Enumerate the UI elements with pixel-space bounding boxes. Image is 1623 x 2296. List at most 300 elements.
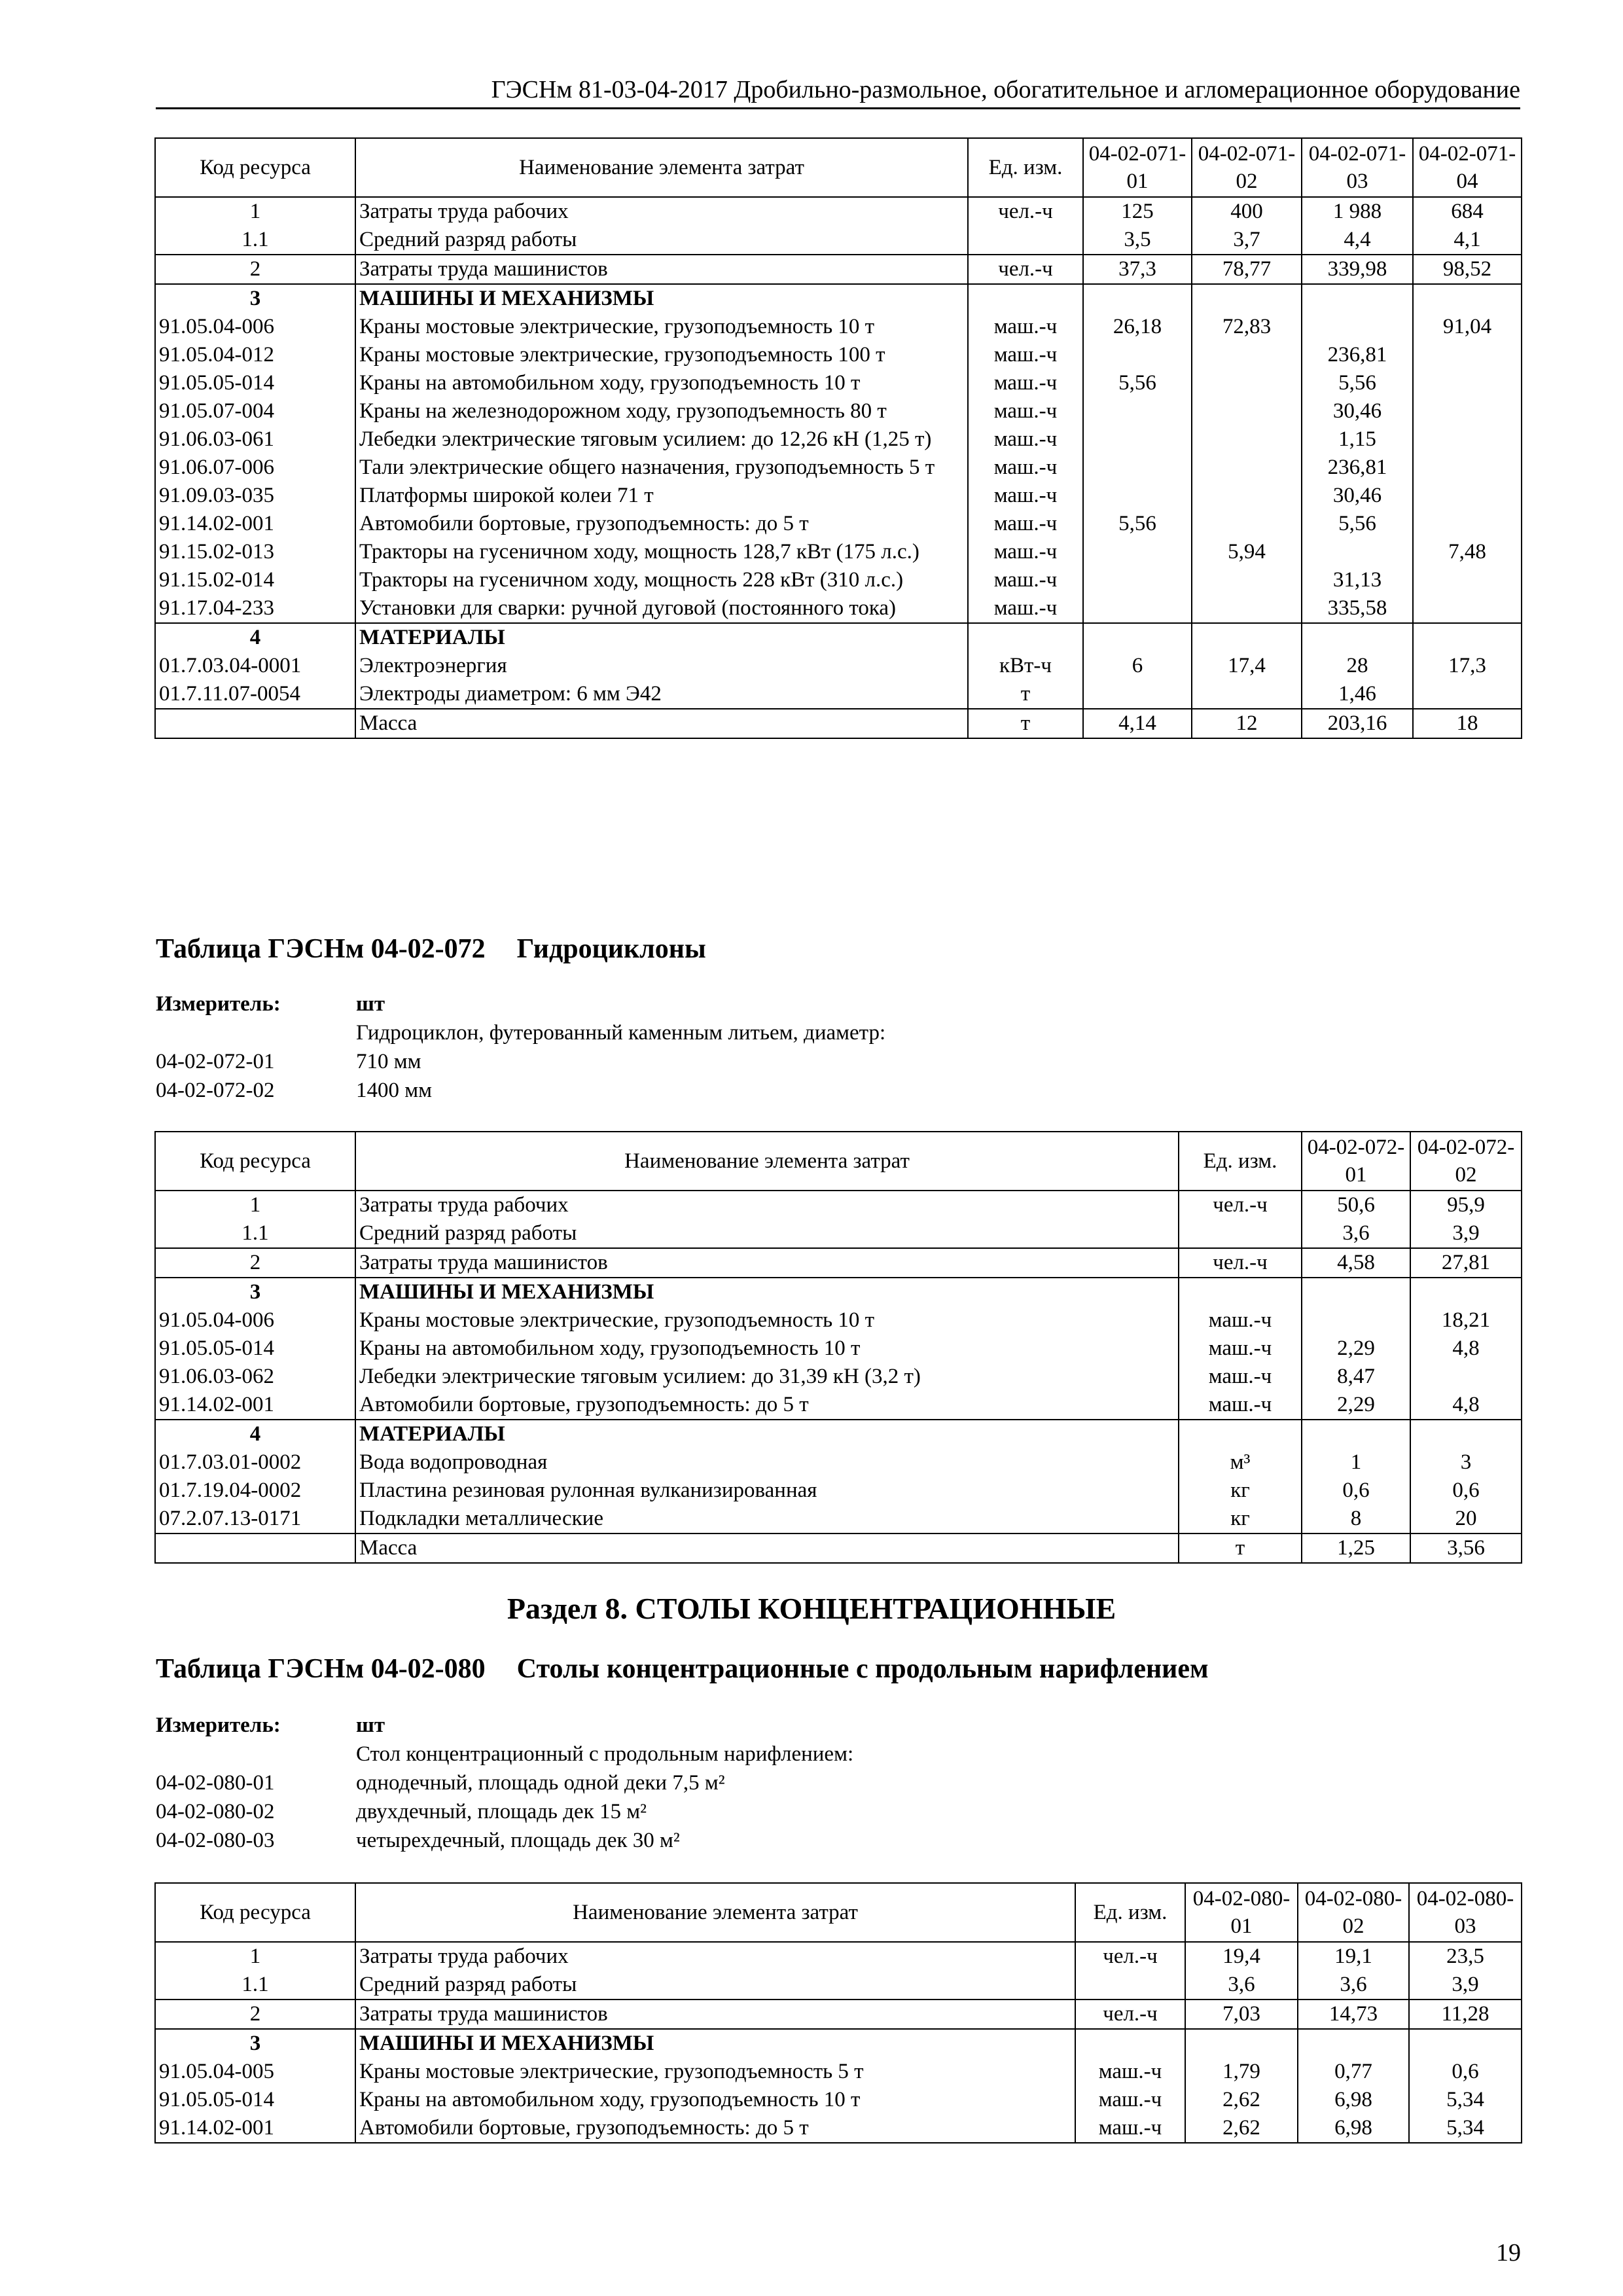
table-row <box>155 454 1522 482</box>
unit-cell: т <box>968 709 1083 738</box>
table-row <box>155 1971 1522 2000</box>
value-cell <box>1083 566 1192 594</box>
value-cell: 18,21 <box>1410 1306 1522 1335</box>
table-row <box>155 2029 1522 2058</box>
value-cell: 4,4 <box>1302 226 1413 255</box>
cost-element-name: Средний разряд работы <box>355 226 968 255</box>
resource-code: 91.06.03-062 <box>155 1363 355 1391</box>
cost-element-name: Автомобили бортовые, грузоподъемность: до 5 т <box>355 1391 1179 1420</box>
resource-code: 91.15.02-013 <box>155 538 355 566</box>
value-cell: 27,81 <box>1410 1248 1522 1278</box>
cost-element-name: Подкладки металлические <box>355 1505 1179 1534</box>
value-cell: 8 <box>1302 1505 1410 1534</box>
table-row <box>155 1363 1522 1391</box>
resource-code: 91.05.04-005 <box>155 2058 355 2086</box>
table-title-072 <box>156 931 706 967</box>
value-cell <box>1083 341 1192 369</box>
measure-block-080 <box>156 1711 1203 1855</box>
unit-cell: маш.-ч <box>1075 2058 1185 2086</box>
value-cell: 5,94 <box>1192 538 1302 566</box>
value-cell: 236,81 <box>1302 454 1413 482</box>
value-cell: 1,25 <box>1302 1534 1410 1563</box>
value-cell <box>1409 2029 1522 2058</box>
value-cell: 3,6 <box>1302 1219 1410 1248</box>
value-cell: 400 <box>1192 197 1302 226</box>
unit-cell <box>968 623 1083 652</box>
unit-cell: маш.-ч <box>968 425 1083 454</box>
table-row <box>155 341 1522 369</box>
table-code: Таблица ГЭСНм 04-02-072 <box>156 934 486 964</box>
resource-code: 07.2.07.13-0171 <box>155 1505 355 1534</box>
cost-element-name: Платформы широкой колеи 71 т <box>355 482 968 510</box>
value-cell <box>1410 1278 1522 1306</box>
value-cell: 0,6 <box>1410 1477 1522 1505</box>
value-cell: 20 <box>1410 1505 1522 1534</box>
cost-element-name: МАТЕРИАЛЫ <box>355 1420 1179 1448</box>
table-row <box>155 709 1522 738</box>
value-cell: 684 <box>1413 197 1522 226</box>
table-row <box>155 1448 1522 1477</box>
value-cell <box>1192 397 1302 425</box>
resource-code: 3 <box>155 1278 355 1306</box>
value-cell <box>1413 284 1522 313</box>
unit-cell: маш.-ч <box>968 482 1083 510</box>
value-cell: 6,98 <box>1298 2114 1409 2143</box>
value-cell: 91,04 <box>1413 313 1522 341</box>
cost-element-name: Затраты труда рабочих <box>355 197 968 226</box>
unit-cell: маш.-ч <box>1179 1335 1302 1363</box>
unit-cell: маш.-ч <box>1179 1306 1302 1335</box>
cost-element-name: Затраты труда машинистов <box>355 1248 1179 1278</box>
value-cell <box>1185 2029 1298 2058</box>
value-cell: 95,9 <box>1410 1191 1522 1219</box>
unit-cell: маш.-ч <box>968 454 1083 482</box>
value-cell: 125 <box>1083 197 1192 226</box>
cost-element-name: Установки для сварки: ручной дуговой (постоянного тока) <box>355 594 968 623</box>
col-header: Код ресурса <box>155 1132 355 1191</box>
table-code: Таблица ГЭСНм 04-02-080 <box>156 1654 486 1684</box>
value-cell: 6 <box>1083 652 1192 680</box>
cost-element-name: Автомобили бортовые, грузоподъемность: до 5 т <box>355 510 968 538</box>
value-cell: 3,9 <box>1410 1219 1522 1248</box>
cost-element-name: Лебедки электрические тяговым усилием: до 31,39 кН (3,2 т) <box>355 1363 1179 1391</box>
measure-label: Измеритель: <box>156 1713 281 1737</box>
resource-table-071 <box>154 137 1522 739</box>
value-cell <box>1192 341 1302 369</box>
unit-cell <box>1075 1971 1185 2000</box>
value-cell: 2,62 <box>1185 2086 1298 2114</box>
value-cell <box>1083 538 1192 566</box>
resource-table-072 <box>154 1131 1522 1564</box>
resource-code: 3 <box>155 2029 355 2058</box>
measure-description: Стол концентрационный с продольным нарифлением: <box>356 1742 854 1766</box>
value-cell: 12 <box>1192 709 1302 738</box>
value-cell <box>1302 623 1413 652</box>
cost-element-name: Затраты труда машинистов <box>355 255 968 284</box>
table-row <box>155 1420 1522 1448</box>
cost-element-name: Электроэнергия <box>355 652 968 680</box>
value-cell <box>1410 1420 1522 1448</box>
value-cell: 72,83 <box>1192 313 1302 341</box>
unit-cell <box>968 284 1083 313</box>
table-row <box>155 652 1522 680</box>
value-cell: 28 <box>1302 652 1413 680</box>
resource-code: 01.7.19.04-0002 <box>155 1477 355 1505</box>
cost-element-name: Масса <box>355 709 968 738</box>
unit-cell: чел.-ч <box>968 197 1083 226</box>
resource-code: 3 <box>155 284 355 313</box>
resource-code: 01.7.03.01-0002 <box>155 1448 355 1477</box>
resource-code: 91.05.04-006 <box>155 313 355 341</box>
value-cell: 6,98 <box>1298 2086 1409 2114</box>
value-cell <box>1192 566 1302 594</box>
unit-cell: кВт-ч <box>968 652 1083 680</box>
value-cell: 4,1 <box>1413 226 1522 255</box>
value-cell: 2,29 <box>1302 1335 1410 1363</box>
unit-cell: т <box>1179 1534 1302 1563</box>
unit-cell: маш.-ч <box>968 341 1083 369</box>
table-row <box>155 1278 1522 1306</box>
value-cell: 5,56 <box>1083 369 1192 397</box>
cost-element-name: Краны на автомобильном ходу, грузоподъемность 10 т <box>355 369 968 397</box>
cost-element-name: Затраты труда машинистов <box>355 2000 1075 2029</box>
col-header: 04-02-071-03 <box>1302 138 1413 197</box>
value-cell: 19,4 <box>1185 1942 1298 1971</box>
page-number: 19 <box>1496 2239 1521 2267</box>
resource-code: 1 <box>155 1191 355 1219</box>
table-row <box>155 2114 1522 2143</box>
unit-cell: маш.-ч <box>968 510 1083 538</box>
col-header: 04-02-080-03 <box>1409 1883 1522 1942</box>
resource-code: 2 <box>155 2000 355 2029</box>
cost-element-name: Краны на железнодорожном ходу, грузоподъемность 80 т <box>355 397 968 425</box>
unit-cell: чел.-ч <box>1179 1248 1302 1278</box>
unit-cell: чел.-ч <box>1179 1191 1302 1219</box>
table-row <box>155 226 1522 255</box>
cost-element-name: Тракторы на гусеничном ходу, мощность 228 кВт (310 л.с.) <box>355 566 968 594</box>
value-cell <box>1413 425 1522 454</box>
cost-element-name: Краны мостовые электрические, грузоподъемность 10 т <box>355 1306 1179 1335</box>
table-row <box>155 1942 1522 1971</box>
value-cell <box>1413 454 1522 482</box>
col-header: Ед. изм. <box>1179 1132 1302 1191</box>
cost-element-name: Электроды диаметром: 6 мм Э42 <box>355 680 968 709</box>
value-cell <box>1413 680 1522 709</box>
measure-description: Гидроциклон, футерованный каменным литьем, диаметр: <box>356 1021 886 1045</box>
value-cell: 1 <box>1302 1448 1410 1477</box>
value-cell: 3,56 <box>1410 1534 1522 1563</box>
value-cell: 3 <box>1410 1448 1522 1477</box>
table-row <box>155 425 1522 454</box>
resource-code: 4 <box>155 623 355 652</box>
table-row <box>155 397 1522 425</box>
value-cell: 5,56 <box>1083 510 1192 538</box>
value-cell <box>1083 680 1192 709</box>
table-row <box>155 2086 1522 2114</box>
value-cell: 5,56 <box>1302 510 1413 538</box>
cost-element-name: Средний разряд работы <box>355 1219 1179 1248</box>
resource-code: 1.1 <box>155 1219 355 1248</box>
value-cell: 30,46 <box>1302 482 1413 510</box>
value-cell <box>1302 284 1413 313</box>
unit-cell: маш.-ч <box>1179 1391 1302 1420</box>
col-header: 04-02-072-02 <box>1410 1132 1522 1191</box>
value-cell: 7,48 <box>1413 538 1522 566</box>
resource-code: 91.05.05-014 <box>155 1335 355 1363</box>
unit-cell: маш.-ч <box>968 369 1083 397</box>
cost-element-name: Средний разряд работы <box>355 1971 1075 2000</box>
value-cell: 8,47 <box>1302 1363 1410 1391</box>
section-title: Раздел 8. СТОЛЫ КОНЦЕНТРАЦИОННЫЕ <box>507 1592 1116 1625</box>
cost-element-name: МАШИНЫ И МЕХАНИЗМЫ <box>355 1278 1179 1306</box>
table-row <box>155 2000 1522 2029</box>
value-cell: 3,6 <box>1298 1971 1409 2000</box>
value-cell <box>1083 482 1192 510</box>
unit-cell <box>1179 1278 1302 1306</box>
value-cell: 17,4 <box>1192 652 1302 680</box>
table-row <box>155 1391 1522 1420</box>
cost-element-name: Краны мостовые электрические, грузоподъемность 5 т <box>355 2058 1075 2086</box>
table-row <box>155 1505 1522 1534</box>
resource-code: 91.06.07-006 <box>155 454 355 482</box>
value-cell: 18 <box>1413 709 1522 738</box>
table-row <box>155 2058 1522 2086</box>
measure-block-072 <box>156 990 1203 1105</box>
table-row <box>155 1534 1522 1563</box>
unit-cell <box>1179 1420 1302 1448</box>
value-cell <box>1083 425 1192 454</box>
value-cell: 31,13 <box>1302 566 1413 594</box>
unit-cell: маш.-ч <box>968 397 1083 425</box>
cost-element-name: Лебедки электрические тяговым усилием: до 12,26 кН (1,25 т) <box>355 425 968 454</box>
resource-code <box>155 709 355 738</box>
value-cell: 0,6 <box>1409 2058 1522 2086</box>
value-cell: 98,52 <box>1413 255 1522 284</box>
value-cell: 2,62 <box>1185 2114 1298 2143</box>
unit-cell: маш.-ч <box>968 594 1083 623</box>
resource-code <box>155 1534 355 1563</box>
value-cell: 3,6 <box>1185 1971 1298 2000</box>
value-cell <box>1302 313 1413 341</box>
value-cell: 3,9 <box>1409 1971 1522 2000</box>
resource-code: 91.15.02-014 <box>155 566 355 594</box>
value-cell: 19,1 <box>1298 1942 1409 1971</box>
col-header: 04-02-072-01 <box>1302 1132 1410 1191</box>
value-cell <box>1192 510 1302 538</box>
unit-cell <box>1179 1219 1302 1248</box>
col-header: 04-02-071-04 <box>1413 138 1522 197</box>
value-cell <box>1192 680 1302 709</box>
col-header: 04-02-080-01 <box>1185 1883 1298 1942</box>
value-cell <box>1413 369 1522 397</box>
value-cell <box>1413 341 1522 369</box>
resource-code: 91.05.07-004 <box>155 397 355 425</box>
value-cell <box>1083 623 1192 652</box>
unit-cell <box>1075 2029 1185 2058</box>
table-row <box>155 1335 1522 1363</box>
unit-cell: м³ <box>1179 1448 1302 1477</box>
cost-element-name: Краны на автомобильном ходу, грузоподъемность 10 т <box>355 2086 1075 2114</box>
value-cell: 335,58 <box>1302 594 1413 623</box>
measure-item: 04-02-080-01 однодечный, площадь одной деки 7,5 м² <box>156 1771 725 1795</box>
cost-element-name: МАШИНЫ И МЕХАНИЗМЫ <box>355 2029 1075 2058</box>
col-header: Ед. изм. <box>1075 1883 1185 1942</box>
unit-cell: маш.-ч <box>1075 2114 1185 2143</box>
table-row <box>155 510 1522 538</box>
value-cell <box>1413 510 1522 538</box>
value-cell: 3,5 <box>1083 226 1192 255</box>
value-cell: 0,6 <box>1302 1477 1410 1505</box>
value-cell <box>1192 482 1302 510</box>
value-cell: 7,03 <box>1185 2000 1298 2029</box>
table-row <box>155 680 1522 709</box>
value-cell <box>1302 1278 1410 1306</box>
resource-table-080 <box>154 1882 1522 2144</box>
unit-cell: маш.-ч <box>968 313 1083 341</box>
value-cell: 50,6 <box>1302 1191 1410 1219</box>
col-header: 04-02-080-02 <box>1298 1883 1409 1942</box>
resource-code: 91.17.04-233 <box>155 594 355 623</box>
value-cell: 1,46 <box>1302 680 1413 709</box>
measure-item: 04-02-080-02 двухдечный, площадь дек 15 м² <box>156 1800 647 1823</box>
col-header: Наименование элемента затрат <box>355 138 968 197</box>
resource-code: 1 <box>155 197 355 226</box>
resource-code: 01.7.03.04-0001 <box>155 652 355 680</box>
resource-code: 01.7.11.07-0054 <box>155 680 355 709</box>
resource-code: 2 <box>155 255 355 284</box>
unit-cell <box>968 226 1083 255</box>
value-cell <box>1413 482 1522 510</box>
value-cell <box>1192 425 1302 454</box>
table-row <box>155 284 1522 313</box>
unit-cell: кг <box>1179 1477 1302 1505</box>
table-header-row <box>155 138 1522 197</box>
measure-item: 04-02-072-02 1400 мм <box>156 1079 433 1102</box>
resource-code: 1.1 <box>155 1971 355 2000</box>
value-cell <box>1192 284 1302 313</box>
measure-unit: шт <box>356 992 385 1016</box>
value-cell: 0,77 <box>1298 2058 1409 2086</box>
table-row <box>155 482 1522 510</box>
col-header: 04-02-071-02 <box>1192 138 1302 197</box>
resource-code: 91.14.02-001 <box>155 2114 355 2143</box>
col-header: Код ресурса <box>155 1883 355 1942</box>
resource-code: 91.09.03-035 <box>155 482 355 510</box>
cost-element-name: Затраты труда рабочих <box>355 1942 1075 1971</box>
measure-unit: шт <box>356 1713 385 1737</box>
value-cell <box>1083 397 1192 425</box>
value-cell <box>1302 538 1413 566</box>
value-cell <box>1298 2029 1409 2058</box>
unit-cell: чел.-ч <box>1075 1942 1185 1971</box>
table-row <box>155 1248 1522 1278</box>
cost-element-name: Пластина резиновая рулонная вулканизированная <box>355 1477 1179 1505</box>
value-cell <box>1192 369 1302 397</box>
value-cell: 3,7 <box>1192 226 1302 255</box>
value-cell: 23,5 <box>1409 1942 1522 1971</box>
cost-element-name: Масса <box>355 1534 1179 1563</box>
unit-cell: маш.-ч <box>968 566 1083 594</box>
value-cell: 4,8 <box>1410 1391 1522 1420</box>
col-header: Наименование элемента затрат <box>355 1132 1179 1191</box>
value-cell <box>1413 623 1522 652</box>
unit-cell: маш.-ч <box>1075 2086 1185 2114</box>
resource-code: 91.05.05-014 <box>155 2086 355 2114</box>
value-cell <box>1413 594 1522 623</box>
value-cell: 14,73 <box>1298 2000 1409 2029</box>
value-cell: 26,18 <box>1083 313 1192 341</box>
cost-element-name: Вода водопроводная <box>355 1448 1179 1477</box>
table-row <box>155 538 1522 566</box>
value-cell: 4,14 <box>1083 709 1192 738</box>
value-cell <box>1413 397 1522 425</box>
cost-element-name: Автомобили бортовые, грузоподъемность: до 5 т <box>355 2114 1075 2143</box>
table-header-row <box>155 1883 1522 1942</box>
col-header: Ед. изм. <box>968 138 1083 197</box>
cost-element-name: Тракторы на гусеничном ходу, мощность 128,7 кВт (175 л.с.) <box>355 538 968 566</box>
col-header: 04-02-071-01 <box>1083 138 1192 197</box>
measure-label: Измеритель: <box>156 992 281 1016</box>
resource-code: 2 <box>155 1248 355 1278</box>
table-row <box>155 1306 1522 1335</box>
cost-element-name: Затраты труда рабочих <box>355 1191 1179 1219</box>
value-cell: 4,8 <box>1410 1335 1522 1363</box>
measure-item: 04-02-072-01 710 мм <box>156 1050 421 1073</box>
table-row <box>155 1219 1522 1248</box>
resource-code: 91.05.04-006 <box>155 1306 355 1335</box>
resource-code: 91.05.05-014 <box>155 369 355 397</box>
value-cell <box>1083 454 1192 482</box>
table-row <box>155 255 1522 284</box>
value-cell: 236,81 <box>1302 341 1413 369</box>
value-cell: 1 988 <box>1302 197 1413 226</box>
value-cell: 37,3 <box>1083 255 1192 284</box>
value-cell: 2,29 <box>1302 1391 1410 1420</box>
resource-code: 4 <box>155 1420 355 1448</box>
unit-cell: чел.-ч <box>1075 2000 1185 2029</box>
table-title-080 <box>156 1651 1209 1687</box>
value-cell: 1,79 <box>1185 2058 1298 2086</box>
resource-code: 91.06.03-061 <box>155 425 355 454</box>
table-row <box>155 1191 1522 1219</box>
unit-cell: маш.-ч <box>968 538 1083 566</box>
unit-cell: чел.-ч <box>968 255 1083 284</box>
unit-cell: т <box>968 680 1083 709</box>
cost-element-name: МАТЕРИАЛЫ <box>355 623 968 652</box>
value-cell <box>1083 284 1192 313</box>
value-cell <box>1413 566 1522 594</box>
resource-code: 91.14.02-001 <box>155 1391 355 1420</box>
col-header: Код ресурса <box>155 138 355 197</box>
resource-code: 91.14.02-001 <box>155 510 355 538</box>
cost-element-name: МАШИНЫ И МЕХАНИЗМЫ <box>355 284 968 313</box>
table-name: Гидроциклоны <box>516 934 706 964</box>
table-header-row <box>155 1132 1522 1191</box>
resource-code: 1 <box>155 1942 355 1971</box>
unit-cell: маш.-ч <box>1179 1363 1302 1391</box>
table-row <box>155 197 1522 226</box>
value-cell: 1,15 <box>1302 425 1413 454</box>
value-cell: 5,34 <box>1409 2086 1522 2114</box>
value-cell: 11,28 <box>1409 2000 1522 2029</box>
table-row <box>155 1477 1522 1505</box>
value-cell <box>1410 1363 1522 1391</box>
value-cell: 30,46 <box>1302 397 1413 425</box>
value-cell <box>1192 594 1302 623</box>
table-row <box>155 369 1522 397</box>
measure-item: 04-02-080-03 четырехдечный, площадь дек 30 м² <box>156 1829 680 1852</box>
value-cell <box>1192 623 1302 652</box>
